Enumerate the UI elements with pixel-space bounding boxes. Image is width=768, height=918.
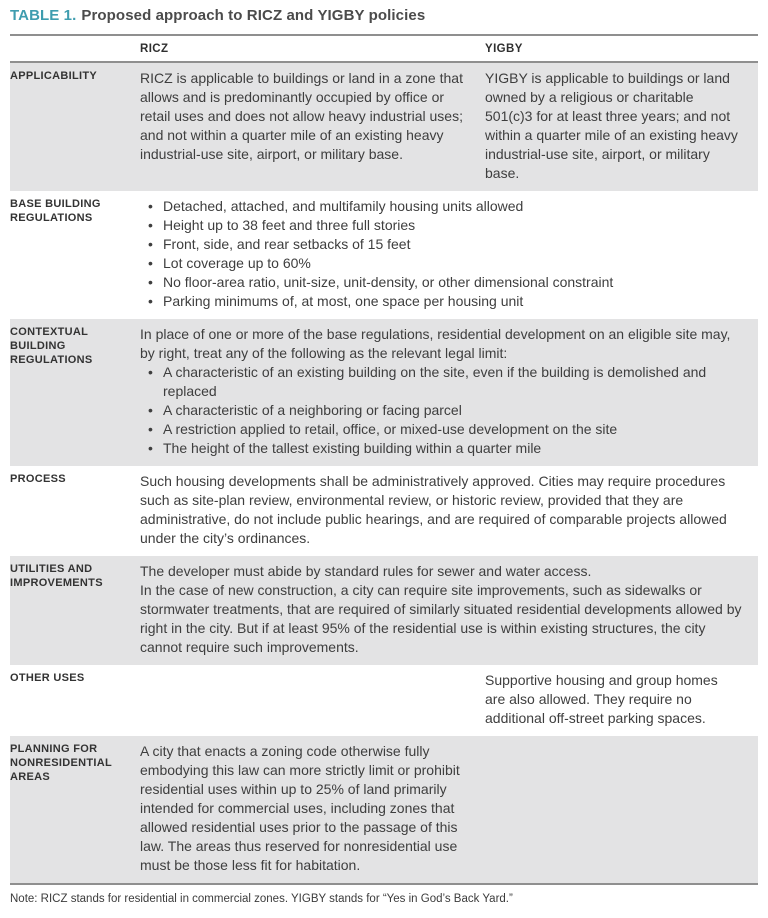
row-label: UTILITIES AND IMPROVEMENTS — [10, 563, 103, 589]
table-number: TABLE 1. — [10, 7, 77, 24]
row-label: APPLICABILITY — [10, 70, 98, 82]
row-label: CONTEXTUAL BUILDING REGULATIONS — [10, 326, 93, 366]
list-item: • No floor-area ratio, unit-size, unit-density, or other dimensional constraint — [140, 273, 748, 292]
yigby-cell: Supportive housing and group homes are also allowed. They require no additional off-street parking spaces. — [485, 672, 718, 726]
row-label: OTHER USES — [10, 672, 85, 684]
row-label: BASE BUILDING REGULATIONS — [10, 198, 101, 224]
list-item: • Front, side, and rear setbacks of 15 feet — [140, 235, 748, 254]
ricz-cell: RICZ is applicable to buildings or land in a zone that allows and is predominantly occupied by office or retail uses and does not allow heavy industrial uses; and not within a quarter mile of an existing heavy industrial-use site, airport, or military base. — [140, 70, 463, 162]
table-row-other-uses — [10, 665, 758, 736]
table-row-utilities-and-improvements — [10, 556, 758, 665]
table-row-contextual-building-regulations — [10, 319, 758, 466]
table-row-base-building-regulations — [10, 191, 758, 319]
yigby-cell — [485, 736, 758, 883]
list-item: • Detached, attached, and multifamily housing units allowed — [140, 197, 748, 216]
list-item: • A restriction applied to retail, office, or mixed-use development on the site — [140, 420, 748, 439]
table-title — [10, 6, 758, 26]
utilities-paragraph: The developer must abide by standard rules for sewer and water access. — [140, 563, 592, 579]
list-item: • A characteristic of a neighboring or facing parcel — [140, 401, 748, 420]
shared-cell — [140, 191, 758, 319]
row-label: PLANNING FOR NONRESIDENTIAL AREAS — [10, 743, 112, 783]
list-item: • Parking minimums of, at most, one space per housing unit — [140, 292, 748, 311]
utilities-paragraph: In the case of new construction, a city can require site improvements, such as sidewalks or stormwater treatments, that are required of similarly situated residential developments allowed by right in the city. But if at least 95% of the residential use is within existing structures, the city cannot require such improvements. — [140, 582, 742, 655]
header-empty-cell — [10, 36, 140, 61]
row-label: PROCESS — [10, 473, 66, 485]
base-regulations-list — [140, 197, 748, 311]
list-item: • Height up to 38 feet and three full stories — [140, 216, 748, 235]
ricz-cell — [140, 665, 485, 736]
table-caption: Proposed approach to RICZ and YIGBY policies — [81, 7, 426, 24]
contextual-regulations-list — [140, 363, 748, 458]
shared-cell — [140, 556, 758, 665]
list-item: • A characteristic of an existing building on the site, even if the building is demolished and replaced — [140, 363, 748, 401]
column-header-yigby: YIGBY — [485, 43, 523, 55]
table-note: Note: RICZ stands for residential in commercial zones. YIGBY stands for “Yes in God’s Back Yard.” — [10, 893, 513, 905]
contextual-intro: In place of one or more of the base regulations, residential development on an eligible site may, by right, treat any of the following as the relevant legal limit: — [140, 326, 731, 361]
table-header-row — [10, 36, 758, 63]
shared-cell — [140, 319, 758, 466]
table-row-planning-for-nonresidential-areas — [10, 736, 758, 883]
column-header-ricz: RICZ — [140, 43, 169, 55]
table-row-process — [10, 466, 758, 556]
yigby-cell: YIGBY is applicable to buildings or land owned by a religious or charitable 501(c)3 for at least three years; and not within a quarter mile of an existing heavy industrial-use site, airport, or military base. — [485, 70, 738, 181]
list-item: • The height of the tallest existing building within a quarter mile — [140, 439, 748, 458]
list-item: • Lot coverage up to 60% — [140, 254, 748, 273]
table-row-applicability — [10, 63, 758, 191]
shared-cell: Such housing developments shall be administratively approved. Cities may require procedures such as site-plan review, environmental review, or historic review, provided that they are administrative, do not include public hearings, and are required of comparable projects allowed under the city’s ordinances. — [140, 473, 727, 546]
ricz-cell: A city that enacts a zoning code otherwise fully embodying this law can more strictly limit or prohibit residential uses within up to 25% of land primarily intended for commercial uses, including zones that allowed residential uses prior to the passage of this law. The areas thus reserved for nonresidential use must be those less fit for habitation. — [140, 743, 460, 873]
policy-comparison-table — [10, 34, 758, 885]
